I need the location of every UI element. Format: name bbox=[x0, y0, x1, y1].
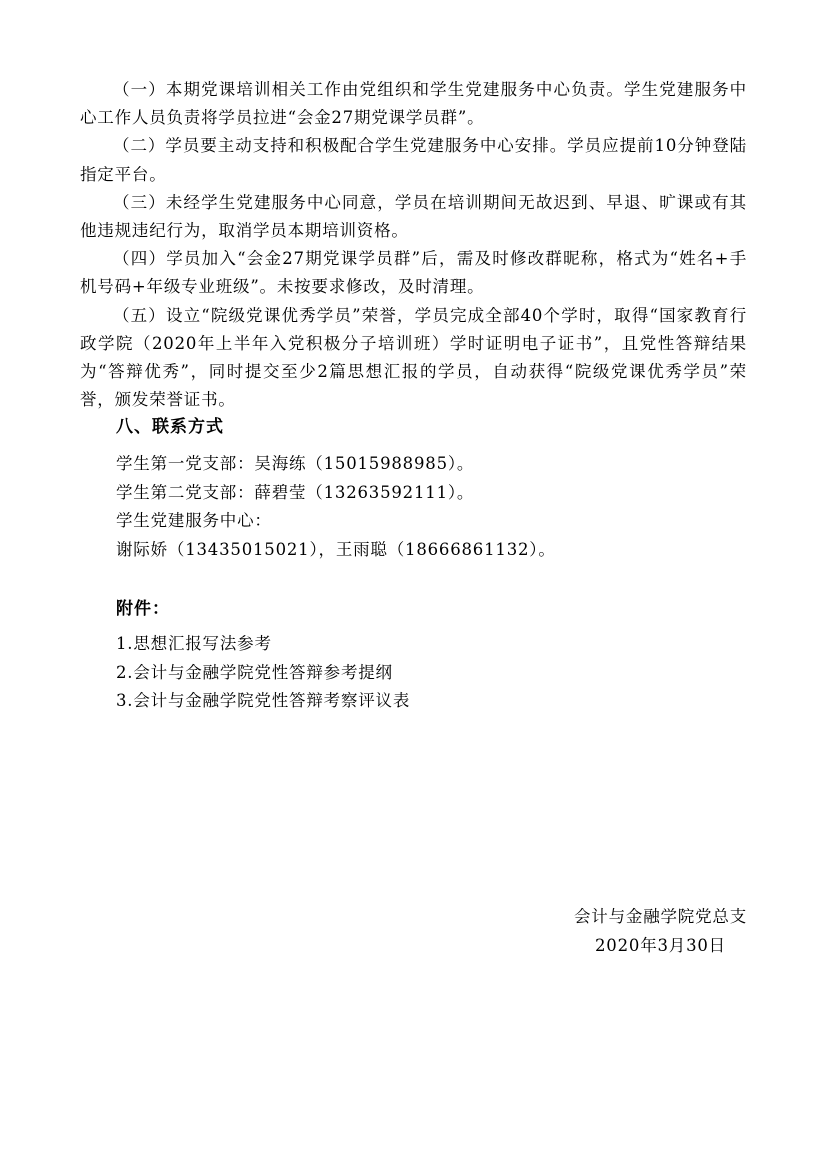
signature-date: 2020年3月30日 bbox=[595, 935, 726, 955]
contact-heading: 八、联系方式 bbox=[116, 417, 224, 437]
attachments-list bbox=[116, 630, 410, 716]
attachments-title: 附件： bbox=[116, 599, 170, 619]
contact-line-center-people: 谢际娇（13435015021），王雨聪（18666861132）。 bbox=[116, 539, 556, 559]
rule-paragraph-5: （五）设立“院级党课优秀学员”荣誉，学员完成全部40个学时，取得“国家教育行政学院（2020年上半年入党积极分子培训班）学时证明电子证书”，且党性答辩结果为“答辩优秀”，同时提交至少2篇思想汇报的学员，自动获得“院级党课优秀学员”荣誉，颁发荣誉证书。 bbox=[80, 305, 747, 410]
rule-paragraph-4: （四）学员加入“会金27期党课学员群”后，需及时修改群昵称，格式为“姓名+手机号码+年级专业班级”。未按要求修改，及时清理。 bbox=[80, 249, 747, 297]
attachment-item-2: 2.会计与金融学院党性答辩参考提纲 bbox=[116, 662, 393, 682]
signature-organization: 会计与金融学院党总支 bbox=[574, 907, 747, 926]
attachment-item-3: 3.会计与金融学院党性答辩考察评议表 bbox=[116, 691, 411, 710]
signature-block bbox=[574, 903, 747, 960]
rule-paragraph-3: （三）未经学生党建服务中心同意，学员在培训期间无故迟到、早退、旷课或有其他违规违纪行为，取消学员本期培训资格。 bbox=[80, 192, 747, 241]
rule-paragraph-1: （一）本期党课培训相关工作由党组织和学生党建服务中心负责。学生党建服务中心工作人员负责将学员拉进“会金27期党课学员群”。 bbox=[80, 80, 747, 128]
attachment-item-1: 1.思想汇报写法参考 bbox=[116, 634, 272, 653]
contact-line-branch-2: 学生第二党支部：薛碧莹（13263592111）。 bbox=[116, 482, 475, 502]
contact-line-center-label: 学生党建服务中心： bbox=[116, 511, 272, 530]
rule-paragraph-2: （二）学员要主动支持和积极配合学生党建服务中心安排。学员应提前10分钟登陆指定平台。 bbox=[80, 136, 747, 184]
contact-line-branch-1: 学生第一党支部：吴海练（15015988985）。 bbox=[116, 454, 475, 473]
contact-list bbox=[116, 450, 556, 564]
rules-section bbox=[80, 76, 747, 414]
